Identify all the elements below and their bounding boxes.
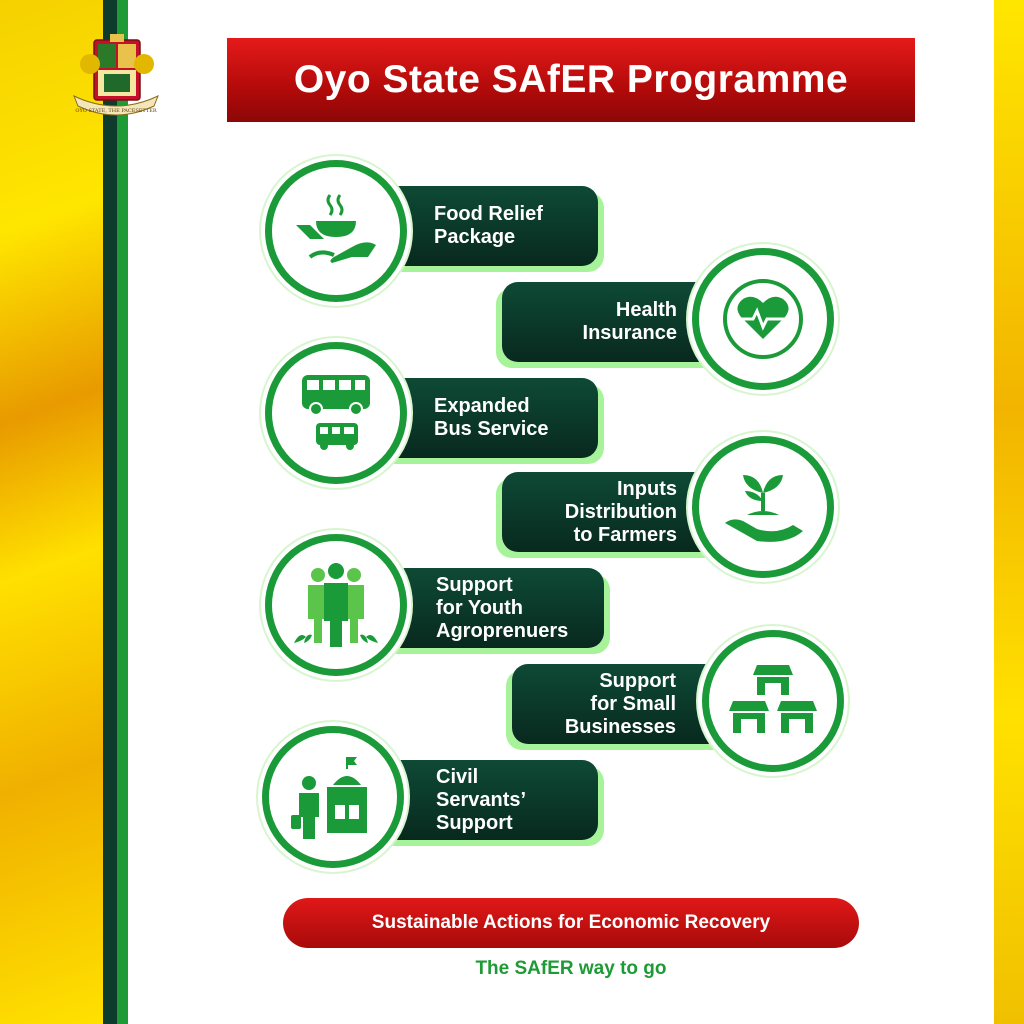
programme-label-line: Support bbox=[436, 811, 513, 834]
programme-label-line: Support bbox=[599, 669, 676, 692]
programme-label-line: Distribution bbox=[564, 500, 677, 523]
footer-banner-text: Sustainable Actions for Economic Recovery bbox=[371, 912, 771, 933]
programme-label-line: Package bbox=[434, 226, 516, 248]
programme-label-line: Businesses bbox=[564, 715, 676, 738]
health-insurance-icon-circle bbox=[692, 248, 834, 390]
civil-servant-icon bbox=[287, 751, 379, 843]
crest-motto: OYO STATE, THE PACESETTER bbox=[75, 108, 157, 114]
left-yellow-background bbox=[0, 0, 103, 1024]
farm-inputs-icon-circle bbox=[692, 436, 834, 578]
programme-label-line: Civil bbox=[436, 765, 479, 788]
food-relief-icon-circle bbox=[265, 160, 407, 302]
programme-label-line: Inputs bbox=[617, 477, 677, 500]
green-stripe bbox=[117, 0, 128, 1024]
right-yellow-background bbox=[994, 0, 1024, 1024]
civil-servants-icon-circle bbox=[262, 726, 404, 868]
small-businesses-icon-circle bbox=[702, 630, 844, 772]
programme-label-line: to Farmers bbox=[573, 523, 677, 546]
programme-label-line: Agroprenuers bbox=[436, 619, 569, 642]
page-title-banner bbox=[227, 38, 915, 122]
oyo-state-crest bbox=[70, 34, 162, 124]
programme-label-line: Insurance bbox=[582, 322, 677, 344]
programme-label-line: Health bbox=[615, 299, 677, 321]
tagline: The SAfER way to go bbox=[475, 958, 667, 979]
shops-icon bbox=[727, 655, 819, 747]
programme-label-line: for Small bbox=[590, 692, 676, 715]
programme-label-line: Bus Service bbox=[434, 418, 549, 440]
dark-green-stripe bbox=[103, 0, 117, 1024]
bus-service-icon-circle bbox=[265, 342, 407, 484]
heart-pulse-icon bbox=[717, 273, 809, 365]
food-relief-icon bbox=[290, 185, 382, 277]
footer-banner bbox=[283, 898, 859, 948]
bus-icon bbox=[290, 367, 382, 459]
people-group-icon bbox=[290, 559, 382, 651]
programme-label-line: Servants’ bbox=[436, 788, 527, 811]
programme-label-line: Expanded bbox=[434, 395, 530, 417]
programme-label-line: Support bbox=[436, 573, 513, 596]
page-title: Oyo State SAfER Programme bbox=[293, 58, 849, 101]
programme-label-line: Food Relief bbox=[434, 203, 543, 225]
programme-label-line: for Youth bbox=[436, 596, 524, 619]
youth-agroprenuers-icon-circle bbox=[265, 534, 407, 676]
plant-in-hand-icon bbox=[717, 461, 809, 553]
